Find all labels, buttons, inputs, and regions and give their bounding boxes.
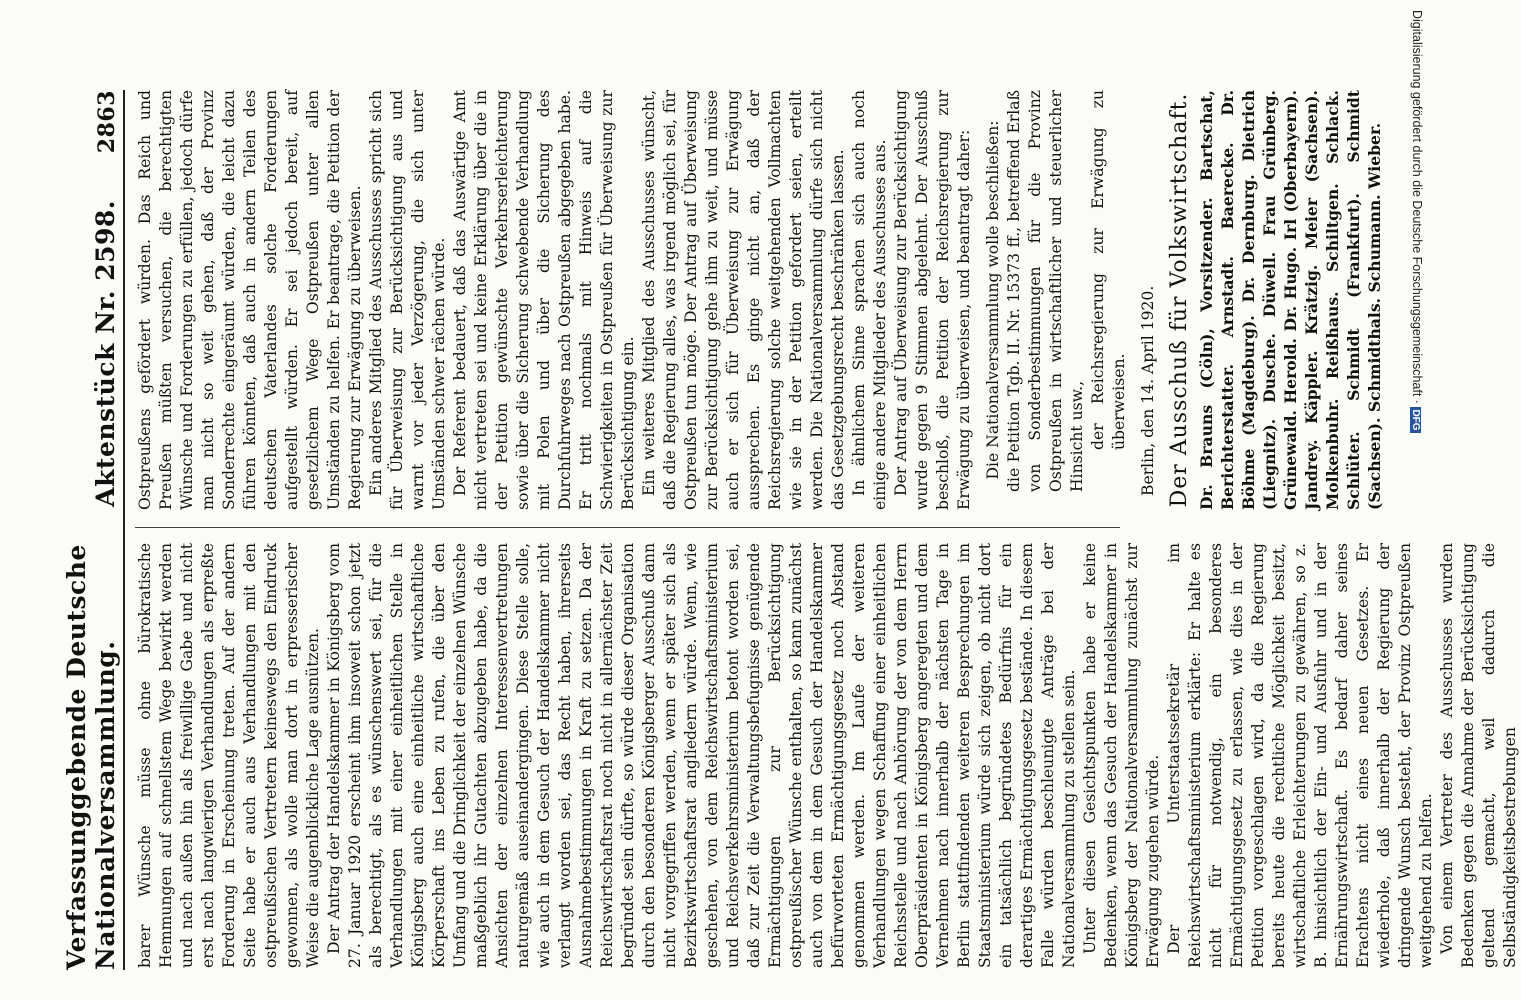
- document-number: Aktenstück Nr. 2598.: [91, 200, 120, 507]
- page-number: 2863: [94, 90, 120, 154]
- right-paragraph-6: Der Antrag auf Überweisung zur Berücksichtigung wurde gegen 9 Stimmen abgelehnt. Der Ausschuß beschloß, die Petition der Reichsregierung zur Erwägung zu überweisen, und beantragt daher:: [892, 90, 973, 510]
- resolution-end: der Reichsregierung zur Erwägung zu überweisen.: [1089, 90, 1128, 450]
- right-paragraph-3: Der Referent bedauert, daß das Auswärtige Amt nicht vertreten sei und keine Erklärung über die in der Petition gewünschte Verkehrserleichterung sowie über die Sicherung schwebende Verhandlung mit Polen und über die Sicherung des Durchfuhrweges nach Ostpreußen abgegeben habe. Er tritt nochmals mit Hinweis auf die Schwierigkeiten in Ostpreußen für Überweisung zur Berücksichtigung ein.: [451, 90, 637, 510]
- left-paragraph-5: Von einem Vertreter des Ausschusses wurden Bedenken gegen die Annahme der Berücksichtigung geltend gemacht, weil dadurch die Selbständigkeitsbestrebungen: [1438, 543, 1519, 968]
- page-header: [62, 90, 120, 970]
- side-label-text: Digitalisierung gefördert durch die Deutsche Forschungsgemeinschaft ·: [1410, 10, 1424, 404]
- right-column: [135, 90, 1385, 510]
- committee-members: Dr. Brauns (Cöln), Vorsitzender. Bartschat, Berichterstatter. Arnstadt. Baerecke. Dr. Böhme (Magdeburg). Dr. Dernburg. Dietrich (Liegnitz). Dusche. Düwell. Frau Grünberg. Grünewald. Herold. Dr. Hugo. Irl (Oberbayern). Jandrey. Käppler. Krätzig. Meier (Sachsen). Molkenbuhr. Reißhaus. Schiltgen. Schlack. Schlüter. Schmidt (Frankfurt). Schmidt (Sachsen). Schmidthals. Schumann. Wieber.: [1197, 90, 1384, 510]
- resolution-intro: Die Nationalversammlung wolle beschließen:: [984, 120, 1002, 480]
- left-paragraph-4: Der Unterstaatssekretär im Reichswirtschaftsministerium erklärte: Er halte es nicht für notwendig, ein besonderes Ermächtigungsgesetz zu erlassen, wie dies in der Petition vorgeschlagen wird, da die Regierung bereits heute die rechtliche Möglichkeit besitzt, wirtschaftliche Erleichterungen zu gewähren, so z. B. hinsichtlich der Ein- und Ausfuhr und in der Ernährungswirtschaft. Es bedarf daher seines Erachtens nicht eines neuen Gesetzes. Er wiederhole, daß innerhalb der Regierung der dringende Wunsch besteht, der Provinz Ostpreußen weitgehend zu helfen.: [1165, 543, 1435, 968]
- header-rule: [123, 90, 125, 970]
- right-paragraph-5: In ähnlichem Sinne sprachen sich auch noch einige andere Mitglieder des Ausschusses aus.: [850, 90, 889, 510]
- left-paragraph-3: Unter diesen Gesichtspunkten habe er keine Bedenken, wenn das Gesuch der Handelskammer in Königsberg der Nationalversammlung zunächst zur Erwägung zugehen würde.: [1081, 543, 1162, 968]
- right-paragraph-1: Ostpreußens gefördert würden. Das Reich und Preußen müßten versuchen, die berechtigten Wünsche und Forderungen zu erfüllen, jedoch dürfe man nicht so weit gehen, daß der Provinz Sonderrechte eingeräumt würden, die leicht dazu führen könnten, daß auch in andern Teilen des deutschen Vaterlandes solche Forderungen aufgestellt würden. Er sei jedoch bereit, auf gesetzlichem Wege Ostpreußen unter allen Umständen zu helfen. Er beantrage, die Petition der Regierung zur Erwägung zu überweisen.: [136, 90, 364, 510]
- resolution-body: die Petition Tgb. II. Nr. 15373 ff., betreffend Erlaß von Sonderbestimmungen für die Provinz Ostpreußen in wirtschaftlicher und steuerlicher Hinsicht usw.,: [1005, 90, 1086, 492]
- right-paragraph-4: Ein weiteres Mitglied des Ausschusses wünscht, daß die Regierung alles, was irgend möglich sei, für Ostpreußen tun möge. Der Antrag auf Überweisung zur Berücksichtigung gehe ihm zu weit, und müsse auch er sich für Überweisung zur Erwägung aussprechen. Es ginge nicht an, daß der Reichsregierung solche weitgehenden Vollmachten wie sie in der Petition gefordert seien, erteilt werden. Die Nationalversammlung dürfe sich nicht das Gesetzgebungsrecht beschränken lassen.: [640, 90, 847, 510]
- left-paragraph-1: barer Wünsche müsse ohne bürokratische Hemmungen auf schnellstem Wege bewirkt werden und nach außen hin als freiwillige Gabe und nicht erst nach langwierigen Verhandlungen als erpreßte Forderung in Erscheinung treten. Auf der andern Seite habe er auch aus Verhandlungen mit den ostpreußischen Vertretern keineswegs den Eindruck gewonnen, als wolle man dort in erpresserischer Weise die augenblickliche Lage ausnützen.: [136, 543, 322, 968]
- digitization-label: [1410, 10, 1424, 433]
- right-paragraph-2: Ein anderes Mitglied des Ausschusses spricht sich für Überweisung zur Berücksichtigung aus und warnt vor jeder Verzögerung, die sich unter Umständen schwer rächen würde.: [367, 90, 448, 510]
- committee-heading: Der Ausschuß für Volkswirtschaft.: [1167, 92, 1192, 508]
- header-title: Verfassunggebende Deutsche Nationalversammlung.: [62, 544, 120, 970]
- dfg-logo-icon: DFG: [1410, 409, 1421, 431]
- left-paragraph-2: Der Antrag der Handelskammer in Königsberg vom 27. Januar 1920 erscheint ihm insoweit schon jetzt als berechtigt, als es wünschenswert sei, für die Verhandlungen mit einer einheitlichen Stelle in Königsberg auch eine einheitliche wirtschaftliche Körperschaft ins Leben zu rufen, die über den Umfang und die Dringlichkeit der einzelnen Wünsche maßgeblich ihr Gutachten abzugeben habe, da die Ansichten der einzelnen Interessenvertretungen naturgemäß auseinandergingen. Diese Stelle solle, wie auch in dem Gesuch der Handelskammer nicht verlangt worden sei, das Recht haben, ihrerseits Ausnahmebestimmungen in Kraft zu setzen. Da der Reichswirtschaftsrat noch nicht in allernächster Zeit begründet sein dürfte, so würde dieser Organisation durch den besonderen Königsberger Ausschuß dann nicht vorgegriffen werden, wenn er später sich als Bezirkswirtschaftsrat angliedern würde. Wenn, wie geschehen, von dem Reichswirtschaftsministerium und Reichsverkehrsministerium betont worden sei, daß zur Zeit die Verwaltungsbefugnisse genügende Ermächtigungen zur Berücksichtigung ostpreußischer Wünsche enthalten, so kann zunächst auch von dem in dem Gesuch der Handelskammer befürworteten Ermächtigungsgesetz noch Abstand genommen werden. Im Laufe der weiteren Verhandlungen wegen Schaffung einer einheitlichen Reichsstelle und nach Anhörung der von dem Herrn Oberpräsidenten in Königsberg angeregten und dem Vernehmen nach innerhalb der nächsten Tage in Berlin stattfindenden weiteren Besprechungen im Staatsministerium würde sich zeigen, ob nicht dort ein tatsächlich begründetes Bedürfnis für ein derartiges Ermächtigungsgesetz bestände. In diesem Falle würden beschleunigte Anträge bei der Nationalversammlung zu stellen sein.: [325, 543, 1078, 968]
- date-line: Berlin, den 14. April 1920.: [1139, 285, 1157, 496]
- left-column: [135, 543, 1521, 968]
- column-separator: [135, 527, 1120, 528]
